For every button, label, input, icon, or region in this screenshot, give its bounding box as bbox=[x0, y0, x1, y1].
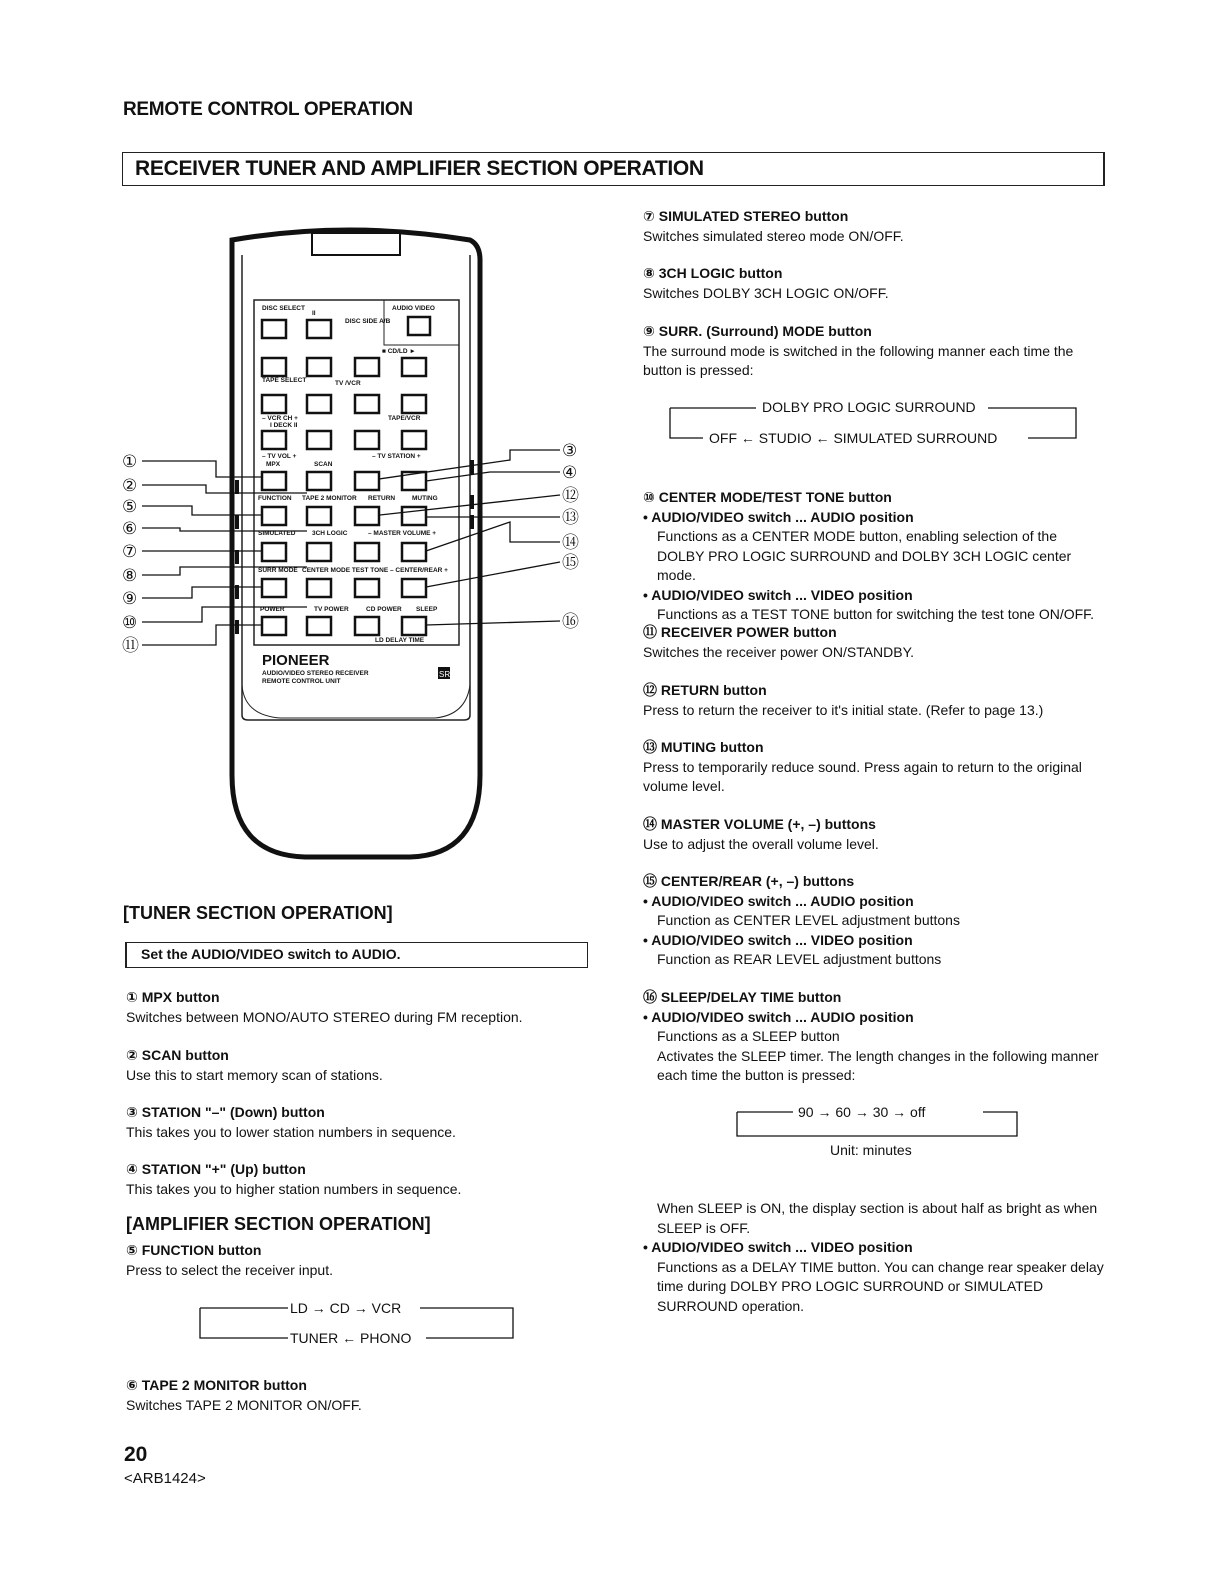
surr-mode-button bbox=[262, 579, 286, 597]
function-desc: Press to select the receiver input. bbox=[126, 1261, 333, 1278]
return-title: ⑫ RETURN button bbox=[643, 682, 767, 698]
power-desc: Switches the receiver power ON/STANDBY. bbox=[643, 643, 915, 660]
list-item bbox=[126, 1046, 596, 1085]
tv-power-button bbox=[307, 617, 331, 635]
station-down-title: ③ STATION "–" (Down) button bbox=[126, 1104, 325, 1120]
label-3ch: 3CH LOGIC bbox=[312, 530, 348, 537]
list-item bbox=[643, 681, 1108, 720]
function-flow-bottom: TUNER ← PHONO bbox=[290, 1330, 412, 1346]
audio-video-switch bbox=[408, 317, 430, 335]
volume-desc: Use to adjust the overall volume level. bbox=[643, 835, 879, 852]
sim-title: ⑦ SIMULATED STEREO button bbox=[643, 208, 849, 224]
logic-title: ⑧ 3CH LOGIC button bbox=[643, 265, 783, 281]
disc-select-button bbox=[262, 320, 286, 338]
function-button bbox=[262, 507, 286, 525]
callout-2: ② bbox=[122, 476, 138, 495]
label-deck: I DECK II bbox=[270, 422, 298, 429]
label-pause: II bbox=[312, 310, 316, 317]
volume-down-button bbox=[355, 543, 379, 561]
surr-title: ⑨ SURR. (Surround) MODE button bbox=[643, 323, 872, 339]
label-simulated: SIMULATED bbox=[258, 530, 296, 537]
center-b1-desc: Functions as a CENTER MODE button, enabling selection of the DOLBY PRO LOGIC SURROUND and DOLBY 3CH LOGIC center mode. bbox=[657, 528, 1072, 583]
tape-rev-button bbox=[307, 395, 331, 413]
sleep-b1-desc2: Activates the SLEEP timer. The length changes in the following manner each time the button is pressed: bbox=[657, 1047, 1099, 1083]
center-mode-button bbox=[307, 579, 331, 597]
list-item bbox=[643, 1199, 1108, 1316]
label-center-rear: – CENTER/REAR + bbox=[390, 567, 448, 574]
label-ld-delay: LD DELAY TIME bbox=[375, 637, 425, 644]
surround-flow-top: DOLBY PRO LOGIC SURROUND bbox=[762, 399, 976, 415]
section-title-box bbox=[122, 152, 1105, 186]
muting-title: ⑬ MUTING button bbox=[643, 739, 764, 755]
ld-rev-button bbox=[307, 358, 331, 376]
label-tape-select: TAPE SELECT bbox=[262, 377, 307, 384]
station-down-button bbox=[355, 472, 379, 490]
ld-fwd-button bbox=[355, 358, 379, 376]
brand-logo: PIONEER bbox=[262, 652, 330, 669]
list-item bbox=[126, 1103, 596, 1142]
cr-title: ⑮ CENTER/REAR (+, –) buttons bbox=[643, 873, 855, 889]
list-item bbox=[643, 264, 1108, 303]
logic-desc: Switches DOLBY 3CH LOGIC ON/OFF. bbox=[643, 284, 889, 301]
callout-14: ⑭ bbox=[562, 533, 579, 552]
scan-title: ② SCAN button bbox=[126, 1047, 229, 1063]
set-note: Set the AUDIO/VIDEO switch to AUDIO. bbox=[141, 946, 401, 962]
callout-6: ⑥ bbox=[122, 519, 138, 538]
mpx-desc: Switches between MONO/AUTO STEREO during FM reception. bbox=[126, 1008, 523, 1025]
list-item bbox=[643, 988, 1108, 1086]
label-scan: SCAN bbox=[314, 461, 333, 468]
sleep-b2: • AUDIO/VIDEO switch ... VIDEO position bbox=[643, 1239, 913, 1255]
cr-b1-desc: Function as CENTER LEVEL adjustment buttons bbox=[657, 912, 960, 928]
label-tv-power: TV POWER bbox=[314, 606, 349, 613]
cd-power-button bbox=[355, 617, 379, 635]
label-cd-ld: ■ CD/LD ► bbox=[382, 348, 416, 355]
ld-prev-button bbox=[262, 358, 286, 376]
pause-button bbox=[307, 320, 331, 338]
station-up-title: ④ STATION "+" (Up) button bbox=[126, 1161, 306, 1177]
label-cd-power: CD POWER bbox=[366, 606, 402, 613]
set-note-box bbox=[125, 942, 588, 968]
list-item bbox=[126, 1160, 596, 1199]
callout-11: ⑪ bbox=[122, 636, 139, 655]
list-item bbox=[643, 322, 1108, 381]
label-master-volume: – MASTER VOLUME + bbox=[368, 530, 437, 537]
callout-8: ⑧ bbox=[122, 566, 138, 585]
volume-up-button bbox=[402, 543, 426, 561]
label-center-mode: CENTER MODE TEST TONE bbox=[302, 567, 389, 574]
label-mpx: MPX bbox=[266, 461, 281, 468]
sleep-title: ⑯ SLEEP/DELAY TIME button bbox=[643, 989, 842, 1005]
page-header: REMOTE CONTROL OPERATION bbox=[123, 99, 413, 120]
mpx-title: ① MPX button bbox=[126, 989, 220, 1005]
sleep-unit: Unit: minutes bbox=[830, 1142, 912, 1158]
label-disc-select: DISC SELECT bbox=[262, 305, 305, 312]
label-vcr-ch: – VCR CH + bbox=[262, 415, 298, 422]
callout-4: ④ bbox=[562, 463, 578, 482]
label-disc-side: DISC SIDE A/B bbox=[345, 318, 391, 325]
cr-b1: • AUDIO/VIDEO switch ... AUDIO position bbox=[643, 892, 914, 909]
sr-badge: SR bbox=[439, 670, 451, 679]
list-item bbox=[126, 1376, 596, 1415]
station-up-desc: This takes you to higher station numbers in sequence. bbox=[126, 1180, 462, 1197]
label-tv-station: – TV STATION + bbox=[372, 453, 421, 460]
sleep-b2-desc: Functions as a DELAY TIME button. You can change rear speaker delay time during DOLBY PRO LOGIC SURROUND or SIMULATED SURROUND operation. bbox=[657, 1258, 1104, 1314]
sleep-b1: • AUDIO/VIDEO switch ... AUDIO position bbox=[643, 1008, 914, 1025]
scan-desc: Use this to start memory scan of stations. bbox=[126, 1066, 383, 1083]
callout-5: ⑤ bbox=[122, 497, 138, 516]
label-tape-vcr: TAPE/VCR bbox=[388, 415, 421, 422]
unit-label-2: REMOTE CONTROL UNIT bbox=[262, 678, 341, 685]
surround-flow-bottom: OFF ← STUDIO ← SIMULATED SURROUND bbox=[709, 430, 998, 446]
tape2-title: ⑥ TAPE 2 MONITOR button bbox=[126, 1377, 307, 1393]
list-item bbox=[643, 207, 1108, 246]
center-rear-up-button bbox=[402, 579, 426, 597]
label-return: RETURN bbox=[368, 495, 396, 502]
tape-play-button bbox=[402, 395, 426, 413]
station-down-desc: This takes you to lower station numbers in sequence. bbox=[126, 1123, 456, 1140]
3ch-logic-button bbox=[307, 543, 331, 561]
callout-12: ⑫ bbox=[562, 486, 579, 505]
list-item bbox=[643, 738, 1108, 797]
sleep-b1-desc1: Functions as a SLEEP button bbox=[657, 1028, 840, 1044]
tuner-heading: [TUNER SECTION OPERATION] bbox=[123, 903, 393, 923]
label-tv-vcr: TV /VCR bbox=[335, 380, 361, 387]
return-desc: Press to return the receiver to it's initial state. (Refer to page 13.) bbox=[643, 701, 1044, 718]
label-sleep: SLEEP bbox=[416, 606, 438, 613]
center-b2: • AUDIO/VIDEO switch ... VIDEO position bbox=[643, 586, 913, 603]
list-item bbox=[643, 488, 1108, 625]
sim-desc: Switches simulated stereo mode ON/OFF. bbox=[643, 227, 904, 244]
list-item bbox=[643, 815, 1108, 854]
callout-13: ⑬ bbox=[562, 508, 579, 527]
remote-control-illustration bbox=[120, 215, 600, 865]
label-tv-vol: – TV VOL + bbox=[262, 453, 297, 460]
center-title: ⑩ CENTER MODE/TEST TONE button bbox=[643, 489, 892, 505]
return-button bbox=[355, 507, 379, 525]
center-b1: • AUDIO/VIDEO switch ... AUDIO position bbox=[643, 508, 914, 525]
tape2-monitor-button bbox=[307, 507, 331, 525]
page-number: 20 bbox=[124, 1443, 148, 1466]
simulated-button bbox=[262, 543, 286, 561]
mpx-button bbox=[262, 472, 286, 490]
callout-7: ⑦ bbox=[122, 542, 138, 561]
label-power: POWER bbox=[260, 606, 285, 613]
deck-button bbox=[355, 431, 379, 449]
list-item bbox=[643, 623, 1108, 662]
function-title: ⑤ FUNCTION button bbox=[126, 1242, 262, 1258]
list-item bbox=[643, 872, 1108, 970]
document-code: <ARB1424> bbox=[124, 1470, 206, 1487]
tape-stop-button bbox=[355, 395, 379, 413]
muting-desc: Press to temporarily reduce sound. Press again to return to the original volume level. bbox=[643, 758, 1082, 794]
unit-label-1: AUDIO/VIDEO STEREO RECEIVER bbox=[262, 670, 369, 677]
function-flow-top: LD → CD → VCR bbox=[290, 1300, 402, 1316]
tape-select-button bbox=[262, 395, 286, 413]
vcr-ch-up-button bbox=[307, 431, 331, 449]
amplifier-heading: [AMPLIFIER SECTION OPERATION] bbox=[126, 1214, 431, 1234]
vcr-ch-down-button bbox=[262, 431, 286, 449]
list-item bbox=[126, 1241, 596, 1280]
callout-15: ⑮ bbox=[562, 553, 579, 572]
label-audio-video: AUDIO VIDEO bbox=[392, 305, 435, 312]
sleep-button bbox=[402, 617, 426, 635]
center-b2-desc: Functions as a TEST TONE button for switching the test tone ON/OFF. bbox=[657, 606, 1095, 622]
power-button bbox=[262, 617, 286, 635]
label-surr-mode: SURR MODE bbox=[258, 567, 298, 574]
remote-ir-window bbox=[312, 233, 400, 255]
sleep-flow: 90 → 60 → 30 → off bbox=[798, 1104, 926, 1120]
center-rear-down-button bbox=[355, 579, 379, 597]
surr-desc: The surround mode is switched in the following manner each time the button is pressed: bbox=[643, 342, 1074, 378]
callout-10: ⑩ bbox=[122, 613, 138, 632]
label-muting: MUTING bbox=[412, 495, 438, 502]
label-function: FUNCTION bbox=[258, 495, 292, 502]
callout-3: ③ bbox=[562, 441, 578, 460]
callout-16: ⑯ bbox=[562, 612, 579, 631]
sleep-note: When SLEEP is ON, the display section is about half as bright as when SLEEP is OFF. bbox=[657, 1200, 1098, 1236]
scan-button bbox=[307, 472, 331, 490]
section-title: RECEIVER TUNER AND AMPLIFIER SECTION OPERATION bbox=[135, 157, 704, 180]
cr-b2-desc: Function as REAR LEVEL adjustment buttons bbox=[657, 951, 942, 967]
label-tape2-monitor: TAPE 2 MONITOR bbox=[302, 495, 357, 502]
cd-ld-play-button bbox=[402, 358, 426, 376]
volume-title: ⑭ MASTER VOLUME (+, –) buttons bbox=[643, 816, 876, 832]
list-item bbox=[126, 988, 596, 1027]
tape2-desc: Switches TAPE 2 MONITOR ON/OFF. bbox=[126, 1396, 362, 1413]
callout-9: ⑨ bbox=[122, 589, 138, 608]
power-title: ⑪ RECEIVER POWER button bbox=[643, 624, 837, 640]
tape-vcr-button bbox=[402, 431, 426, 449]
callout-1: ① bbox=[122, 452, 138, 471]
cr-b2: • AUDIO/VIDEO switch ... VIDEO position bbox=[643, 931, 913, 948]
